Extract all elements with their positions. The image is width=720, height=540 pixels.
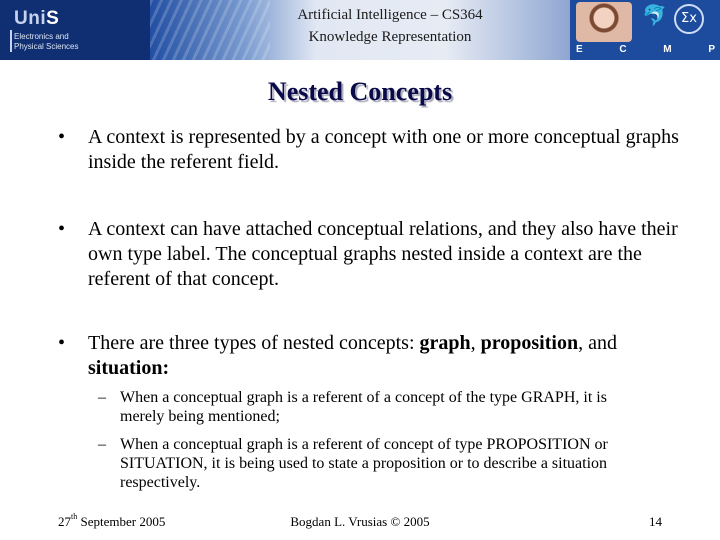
dolphin-icon: 🐬 <box>642 3 667 27</box>
logo-subtitle: Electronics and Physical Sciences <box>14 32 79 51</box>
unis-logo <box>0 0 150 60</box>
bullet-text: A context is represented by a concept with one or more conceptual graphs inside the referent field. <box>88 126 679 173</box>
dash-icon: – <box>98 436 106 453</box>
bullet-icon: • <box>58 332 66 354</box>
page-number: 14 <box>649 514 662 529</box>
sub-bullet-text: When a conceptual graph is a referent of concept of type PROPOSITION or SITUATION, it is being used to state a proposition or to describe a situation respectively. <box>120 436 608 491</box>
bullet-text: A context can have attached conceptual relations, and they also have their own type label. The conceptual graphs nested inside a context are the referent of that concept. <box>88 218 678 290</box>
ecmp-letters: E C M P <box>576 44 716 55</box>
student-photo <box>576 2 632 42</box>
logo-title: UniS <box>14 8 60 29</box>
header-banner <box>0 0 720 60</box>
ecmp-badge <box>570 0 720 60</box>
bullet-icon: • <box>58 218 66 240</box>
term-proposition: proposition <box>480 332 579 354</box>
sigma-icon: Σx <box>674 4 704 34</box>
dash-icon: – <box>98 389 106 406</box>
course-title: Artificial Intelligence – CS364 <box>297 7 483 23</box>
footer-date: 27th September 2005 <box>58 512 166 529</box>
logo-divider <box>10 30 12 52</box>
slide-title: Nested Concepts <box>267 77 453 106</box>
bullet-text: There are three types of nested concepts: graph, proposition, and situation: <box>88 332 617 379</box>
lecture-topic: Knowledge Representation <box>308 29 472 45</box>
bullet-icon: • <box>58 126 66 148</box>
sub-bullet-text: When a conceptual graph is a referent of a concept of the type GRAPH, it is merely being mentioned; <box>120 389 607 425</box>
footer-author: Bogdan L. Vrusias © 2005 <box>290 514 430 529</box>
term-graph: graph <box>419 332 471 354</box>
term-situation: situation <box>88 357 163 379</box>
